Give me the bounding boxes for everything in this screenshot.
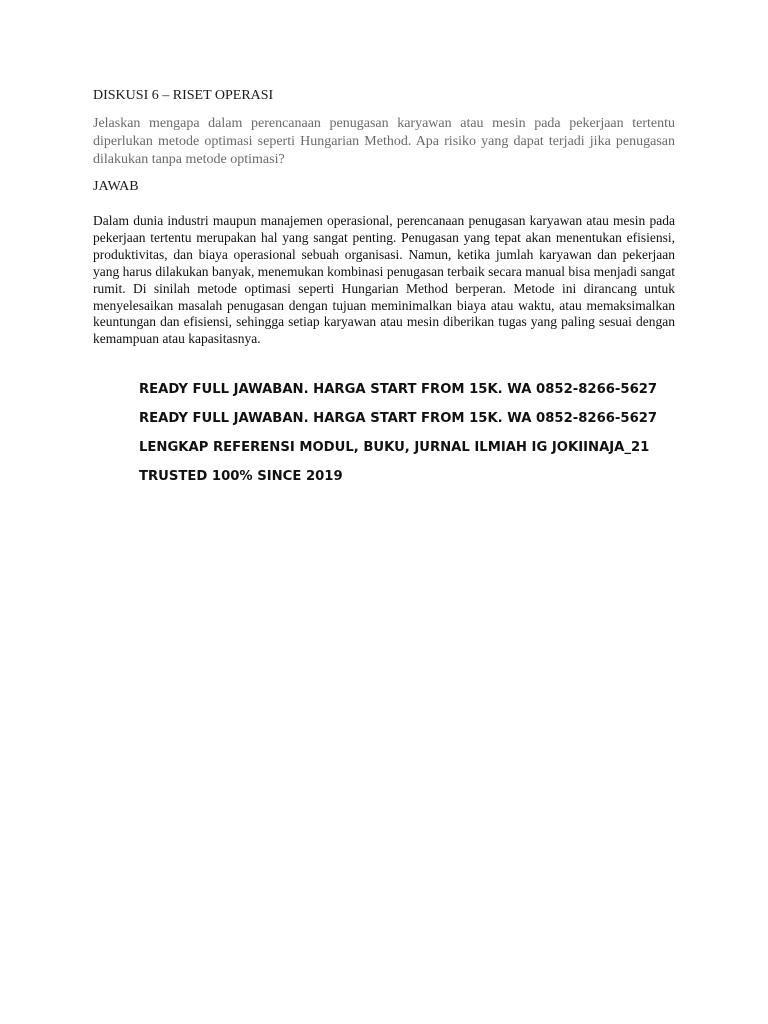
answer-label: JAWAB [93,179,139,194]
question-text: Jelaskan mengapa dalam perencanaan penugasan karyawan atau mesin pada pekerjaan tertentu diperlukan metode optimasi seperti Hungarian Method. Apa risiko yang dapat terjadi jika penugasan dilakukan tanpa metode optimasi? [93,116,675,167]
promo-line-1: READY FULL JAWABAN. HARGA START FROM 15K. WA 0852-8266-5627 [139,382,658,397]
promo-line-4: TRUSTED 100% SINCE 2019 [139,469,343,484]
document-title: DISKUSI 6 – RISET OPERASI [93,88,274,103]
promo-line-3: LENGKAP REFERENSI MODUL, BUKU, JURNAL ILMIAH IG JOKIINAJA_21 [139,440,650,455]
promo-line-2: READY FULL JAWABAN. HARGA START FROM 15K. WA 0852-8266-5627 [139,411,658,426]
promo-list [139,381,679,497]
answer-text: Dalam dunia industri maupun manajemen operasional, perencanaan penugasan karyawan atau mesin pada pekerjaan tertentu merupakan hal yang sangat penting. Penugasan yang tepat akan menentukan efisiensi, produktivitas, dan biaya operasional sebuah organisasi. Namun, ketika jumlah karyawan dan pekerjaan yang harus dilakukan banyak, menemukan kombinasi penugasan terbaik secara manual bisa menjadi sangat rumit. Di sinilah metode optimasi seperti Hungarian Method berperan. Metode ini dirancang untuk menyelesaikan masalah penugasan dengan tujuan meminimalkan biaya atau waktu, atau memaksimalkan keuntungan dan efisiensi, sehingga setiap karyawan atau mesin diberikan tugas yang paling sesuai dengan kemampuan atau kapasitasnya. [93,213,675,347]
